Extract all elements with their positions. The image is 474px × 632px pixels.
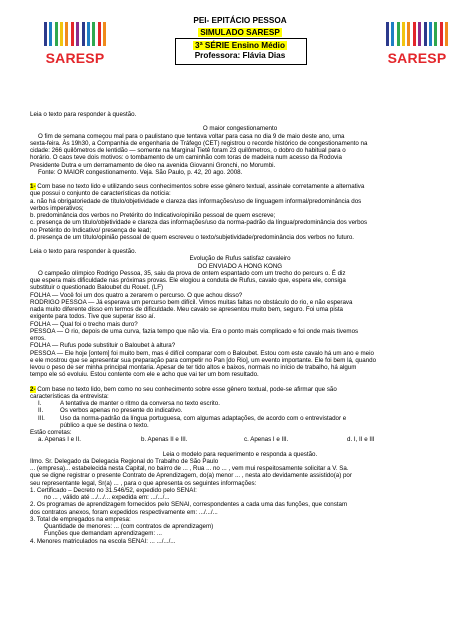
logo-text: SARESP [45, 50, 105, 66]
q2-item: I. A tentativa de manter o ritmo da conversa no texto escrito. [38, 400, 220, 407]
text3-line: que se digne registrar o presente Contrato de Aprendizagem, do(a) menor ... , nesta ato devidamente assistido(a) por [30, 472, 352, 480]
text3-line: 3. Total de empregados na empresa: [30, 515, 131, 523]
q1-line: verbos imperativos; [30, 204, 84, 212]
q1-option-a: a. não há obrigatoriedade de título/objetividade e clareza das informações/uso de linguagem informal/predominância dos [30, 197, 362, 205]
text2-line: RODRIGO PESSOA — Já esperava um percurso bem difícil. Vimos muitas faltas no obstáculo do rio, e não esperava [30, 298, 353, 306]
text2-line: nada muito diferente disso em termos de dificuldade. Meu cavalo se apresentou muito bem, seguro. Foi uma pista [30, 306, 343, 313]
logo-text: SARESP [387, 50, 447, 66]
pencil-icon [413, 22, 416, 46]
text3-line: Funções que demandam aprendizagem: ... [44, 530, 162, 538]
text3-line: 1. Certificado – Decreto no 31.546/52, expedido pelo SENAI: [30, 486, 197, 494]
pencil-icon [434, 22, 437, 46]
pencil-icon [49, 22, 52, 46]
text2-line: erros. [30, 335, 46, 342]
pencils-icon [44, 22, 106, 46]
serie-label: 3ª SÉRIE Ensino Médio [195, 40, 285, 50]
text1-intro: Leia o texto para responder à questão. [30, 111, 137, 118]
pencil-icon [103, 22, 106, 46]
simulado-title: SIMULADO SARESP [200, 28, 280, 38]
pencil-icon [44, 22, 47, 46]
pencil-icon [98, 22, 101, 46]
text2-line: substituir o questionado Baloubet du Rouet. (LF) [30, 284, 164, 292]
question-2 [30, 386, 450, 393]
q2-option-d: d. I, II e III [347, 436, 375, 444]
q2-options [30, 436, 450, 443]
text2-subtitle: DO ENVIADO A HONG KONG [197, 262, 283, 270]
saresp-logo-right [386, 22, 448, 72]
q2-option-a: a. Apenas I e II. [38, 436, 81, 444]
pencil-icon [65, 22, 68, 46]
text2-line: PESSOA — O rio, depois de uma curva, fazia tempo que não via. Era o ponto mais complicado e foi onde mais tivemos [30, 327, 359, 335]
q1-line: que possui o conjunto de características da notícia: [30, 190, 171, 198]
pencil-icon [82, 22, 85, 46]
q2-option-c: c. Apenas I e III. [244, 436, 289, 444]
pencils-icon [386, 22, 448, 46]
teacher-label: Professora: Flávia Dias [194, 51, 286, 61]
pencil-icon [440, 22, 443, 46]
school-title: PEI- EPITÁCIO PESSOA [193, 16, 287, 25]
text2-line: FOLHA — Você foi um dos quatro a zerarem o percurso. O que achou disso? [30, 291, 243, 299]
pencil-icon [386, 22, 389, 46]
pencil-icon [60, 22, 63, 46]
text3-line: 2. Os programas de aprendizagem fornecidos pelo SENAI, correspondentes a cada uma das funções, que constam [30, 501, 348, 509]
text3-line: dos contratos anexos, foram expedidos respectivamente em: .../.../... [30, 508, 218, 516]
text1-source: Fonte: O MAIOR congestionamento. Veja. São Paulo, p. 42, 20 ago. 2008. [38, 168, 243, 176]
text2-line: levou o peso de ser minha principal montaria. Apesar de ter tido altos e baixos, normais no início de trabalho, há algum [30, 364, 357, 371]
question-number: 2- [30, 385, 36, 393]
text2-line: e ele mostrou que se apresentar sua preparação para competir no Pan [do Rio], um evento importante. Ele foi bem lá, quando [30, 356, 377, 364]
q2-line: características da entrevista: [30, 392, 109, 400]
q2-item: público a que se destina o texto. [60, 421, 149, 429]
pencil-icon [71, 22, 74, 46]
text2-line: FOLHA — Rufus pode substituir o Baloubet à altura? [30, 342, 176, 350]
pencil-icon [429, 22, 432, 46]
pencil-icon [92, 22, 95, 46]
pencil-icon [391, 22, 394, 46]
question-1-stem: Com base no texto lido e utilizando seus conhecimentos sobre esse gênero textual, assinale corretamente a alternativa [35, 183, 365, 190]
text3-intro: Leia o modelo para requerimento e responda a questão. [162, 450, 318, 458]
q2-item: III. Uso da norma-padrão da língua portuguesa, com algumas adaptações, de acordo com o entrevistador e [38, 414, 347, 422]
text1-line: Presidente Dutra e um derramamento de óleo na avenida Giovanni Gronchi, no Morumbi. [30, 161, 276, 169]
pencil-icon [397, 22, 400, 46]
text1-line: cidade: 266 quilômetros de lentidão — somente na Marginal Tietê foram 23 quilômetros, o dobro do habitual para o [30, 147, 346, 154]
text2-title: Evolução de Rufus satisfaz cavaleiro [189, 255, 291, 263]
pencil-icon [76, 22, 79, 46]
pencil-icon [418, 22, 421, 46]
q1-line: no Pretérito do Indicativo/ presença de lead; [30, 226, 152, 234]
q1-option-d: d. presença de um título/opinião pessoal de quem escreveu o texto/subjetividade/predominância dos verbos no futuro. [30, 233, 355, 241]
text2-line: O campeão olímpico Rodrigo Pessoa, 35, saiu da prova de ontem espantado com um trecho do percurs o. É diz [38, 269, 346, 277]
pencil-icon [87, 22, 90, 46]
pencil-icon [445, 22, 448, 46]
pencil-icon [402, 22, 405, 46]
q2-item: II. Os verbos apenas no presente do indicativo. [38, 407, 183, 415]
question-2-stem: Com base no texto lido, bem como no seu conhecimento sobre esse gênero textual, pode-se afirmar que são [35, 385, 337, 393]
q1-option-b: b. predominância dos verbos no Pretérito do Indicativo/opinião pessoal de quem escreve; [30, 212, 276, 219]
text1-line: O fim de semana começou mal para o paulistano que tentava voltar para casa no dia 9 de maio deste ano, uma [38, 132, 345, 140]
text2-line: exigente para todos. Tive que superar isso aí. [30, 313, 156, 321]
text2-line: tempo ele só evoluiu. Estou contente com ele e acho que vai ter um bom resultado. [30, 371, 259, 379]
text2-line: PESSOA — Ele hoje [ontem] foi muito bem, mas é difícil comparar com o Baloubet. Estou com este cavalo há um ano e meio [30, 349, 374, 357]
pencil-icon [407, 22, 410, 46]
question-number: 1- [30, 183, 36, 190]
text1-title: O maior congestionamento [202, 125, 278, 133]
text3-line: 4. Menores matriculados na escola SENAI: ... .../.../... [30, 537, 176, 545]
text3-line: no ... , válido até .../.../... expedida em: .../.../... [44, 494, 170, 501]
text3-line: Quantidade de menores: ... (com contratos de aprendizagem) [44, 523, 214, 530]
text1-line: sexta-feira. Às 19h30, a Companhia de engenharia de Tráfego (CET) registrou o recorde histórico de congestionamento na [30, 139, 368, 147]
document-body [30, 111, 450, 545]
q2-option-b: b. Apenas II e III. [141, 436, 188, 444]
text2-line: FOLHA — Qual foi o trecho mais duro? [30, 320, 138, 328]
pencil-icon [55, 22, 58, 46]
text3-line: Ilmo. Sr. Delegado da Delegacia Regional do Trabalho de São Paulo [30, 457, 219, 465]
q2-correct-label: Estão corretas: [30, 429, 72, 436]
text2-line: que espera mais dificuldade nas próximas provas. Ele elogiou a conduta de Rufus, cavalo que, espera ele, consiga [30, 277, 346, 284]
question-1 [30, 183, 450, 190]
text1-line: horário. O caos teve dois motivos: o tombamento de um caminhão com toras de madeira num acesso da Rodovia [30, 154, 342, 162]
text3-line: seu representante legal, Sr(a) ... , para o que apresenta os seguintes informações: [30, 479, 257, 487]
text3-line: ... (empresa)... estabelecida nesta Capital, no bairro de ... , Rua ... no ... , vem mui respeitosamente solicitar a V. Sa. [30, 465, 349, 472]
saresp-logo-left [44, 22, 106, 72]
q1-option-c: c. presença de um título/objetividade e clareza das informações/uso da norma-padrão da língua/predominância dos verbos [30, 219, 368, 227]
text2-intro: Leia o texto para responder à questão. [30, 248, 137, 255]
header [120, 16, 360, 62]
pencil-icon [424, 22, 427, 46]
